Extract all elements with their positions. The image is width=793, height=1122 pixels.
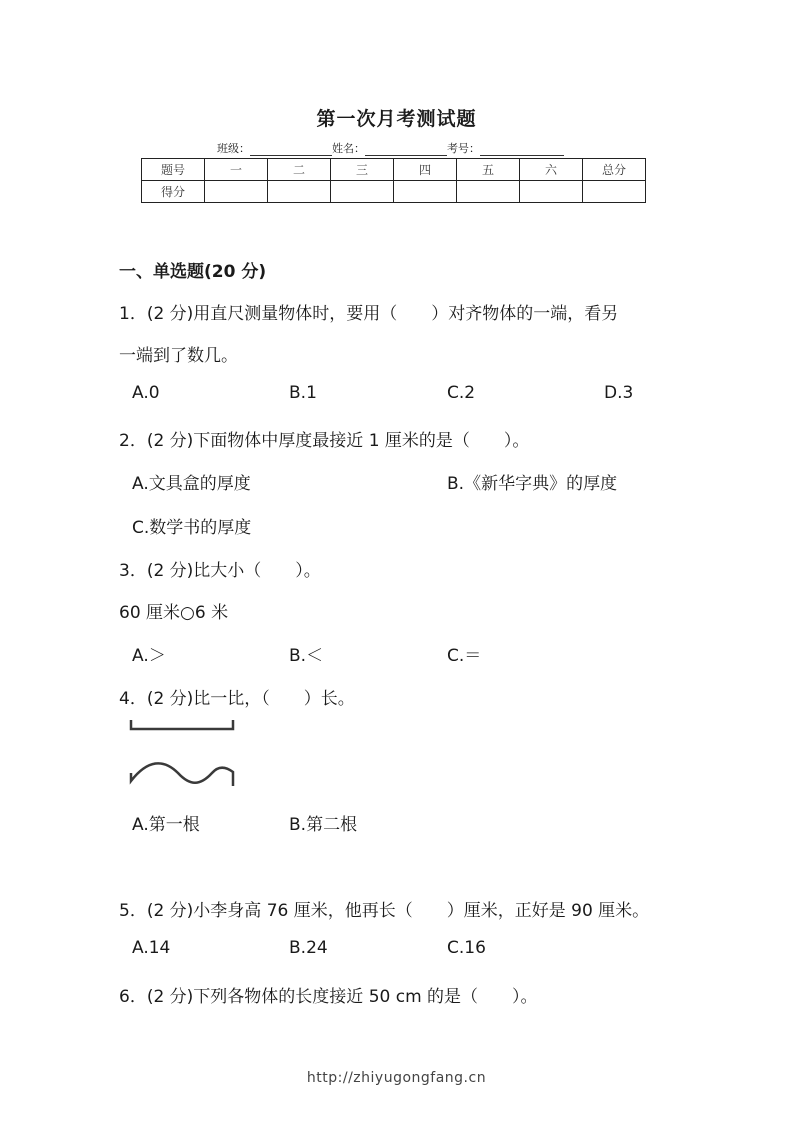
question-1-text: 1．(2 分)用直尺测量物体时，要用（ ）对齐物体的一端，看另: [119, 304, 619, 324]
question-2-option[interactable]: A.文具盒的厚度: [132, 474, 251, 494]
question-5-option[interactable]: A.14: [132, 938, 171, 958]
score-table-score-row: [142, 181, 646, 203]
table-cell: 四: [394, 159, 457, 181]
question-1-text-cont: 一端到了数几。: [119, 346, 238, 366]
question-3-option[interactable]: A.＞: [132, 646, 166, 666]
table-cell: 二: [268, 159, 331, 181]
question-4-option[interactable]: B.第二根: [289, 815, 358, 835]
exam-number-blank: [480, 143, 564, 156]
question-4-text: 4．(2 分)比一比，（ ）长。: [119, 689, 355, 709]
question-2-option[interactable]: B.《新华字典》的厚度: [447, 474, 618, 494]
question-3-option[interactable]: C.＝: [447, 646, 482, 666]
question-1-option[interactable]: C.2: [447, 383, 476, 403]
straight-line-figure: [131, 720, 233, 729]
score-table: [141, 158, 646, 203]
exam-number-label: 考号：: [447, 142, 480, 155]
name-label: 姓名：: [332, 142, 365, 155]
student-info-row: [217, 140, 564, 156]
section-heading: 一、单选题(20 分): [119, 262, 267, 282]
score-cell[interactable]: [457, 181, 520, 203]
score-cell[interactable]: [520, 181, 583, 203]
table-cell: 六: [520, 159, 583, 181]
exam-title: 第一次月考测试题: [316, 108, 477, 130]
footer-url[interactable]: http://zhiyugongfang.cn: [306, 1070, 487, 1086]
question-4-option[interactable]: A.第一根: [132, 815, 200, 835]
table-cell: 三: [331, 159, 394, 181]
question-1-option[interactable]: D.3: [604, 383, 634, 403]
question-3-text: 3．(2 分)比大小（ ）。: [119, 561, 321, 581]
score-cell[interactable]: [205, 181, 268, 203]
question-5-option[interactable]: C.16: [447, 938, 486, 958]
question-3-comparison: 60 厘米○6 米: [119, 603, 229, 623]
question-1-option[interactable]: B.1: [289, 383, 317, 403]
table-cell: 得分: [142, 181, 205, 203]
line-comparison-figure: [126, 716, 238, 796]
question-5-option[interactable]: B.24: [289, 938, 328, 958]
question-2-option[interactable]: C.数学书的厚度: [132, 518, 252, 538]
name-blank: [365, 143, 447, 156]
table-cell: 题号: [142, 159, 205, 181]
table-cell: 总分: [583, 159, 646, 181]
score-table-header-row: [142, 159, 646, 181]
score-cell[interactable]: [331, 181, 394, 203]
class-label: 班级：: [217, 142, 250, 155]
question-2-text: 2．(2 分)下面物体中厚度最接近 1 厘米的是（ ）。: [119, 431, 530, 451]
class-blank: [250, 143, 332, 156]
question-6-text: 6．(2 分)下列各物体的长度接近 50 cm 的是（ ）。: [119, 987, 538, 1007]
question-5-text: 5．(2 分)小李身高 76 厘米，他再长（ ）厘米，正好是 90 厘米。: [119, 901, 650, 921]
question-1-option[interactable]: A.0: [132, 383, 160, 403]
question-3-option[interactable]: B.＜: [289, 646, 324, 666]
table-cell: 五: [457, 159, 520, 181]
wavy-line-figure: [131, 763, 233, 786]
table-cell: 一: [205, 159, 268, 181]
score-cell[interactable]: [394, 181, 457, 203]
score-cell[interactable]: [268, 181, 331, 203]
score-cell[interactable]: [583, 181, 646, 203]
